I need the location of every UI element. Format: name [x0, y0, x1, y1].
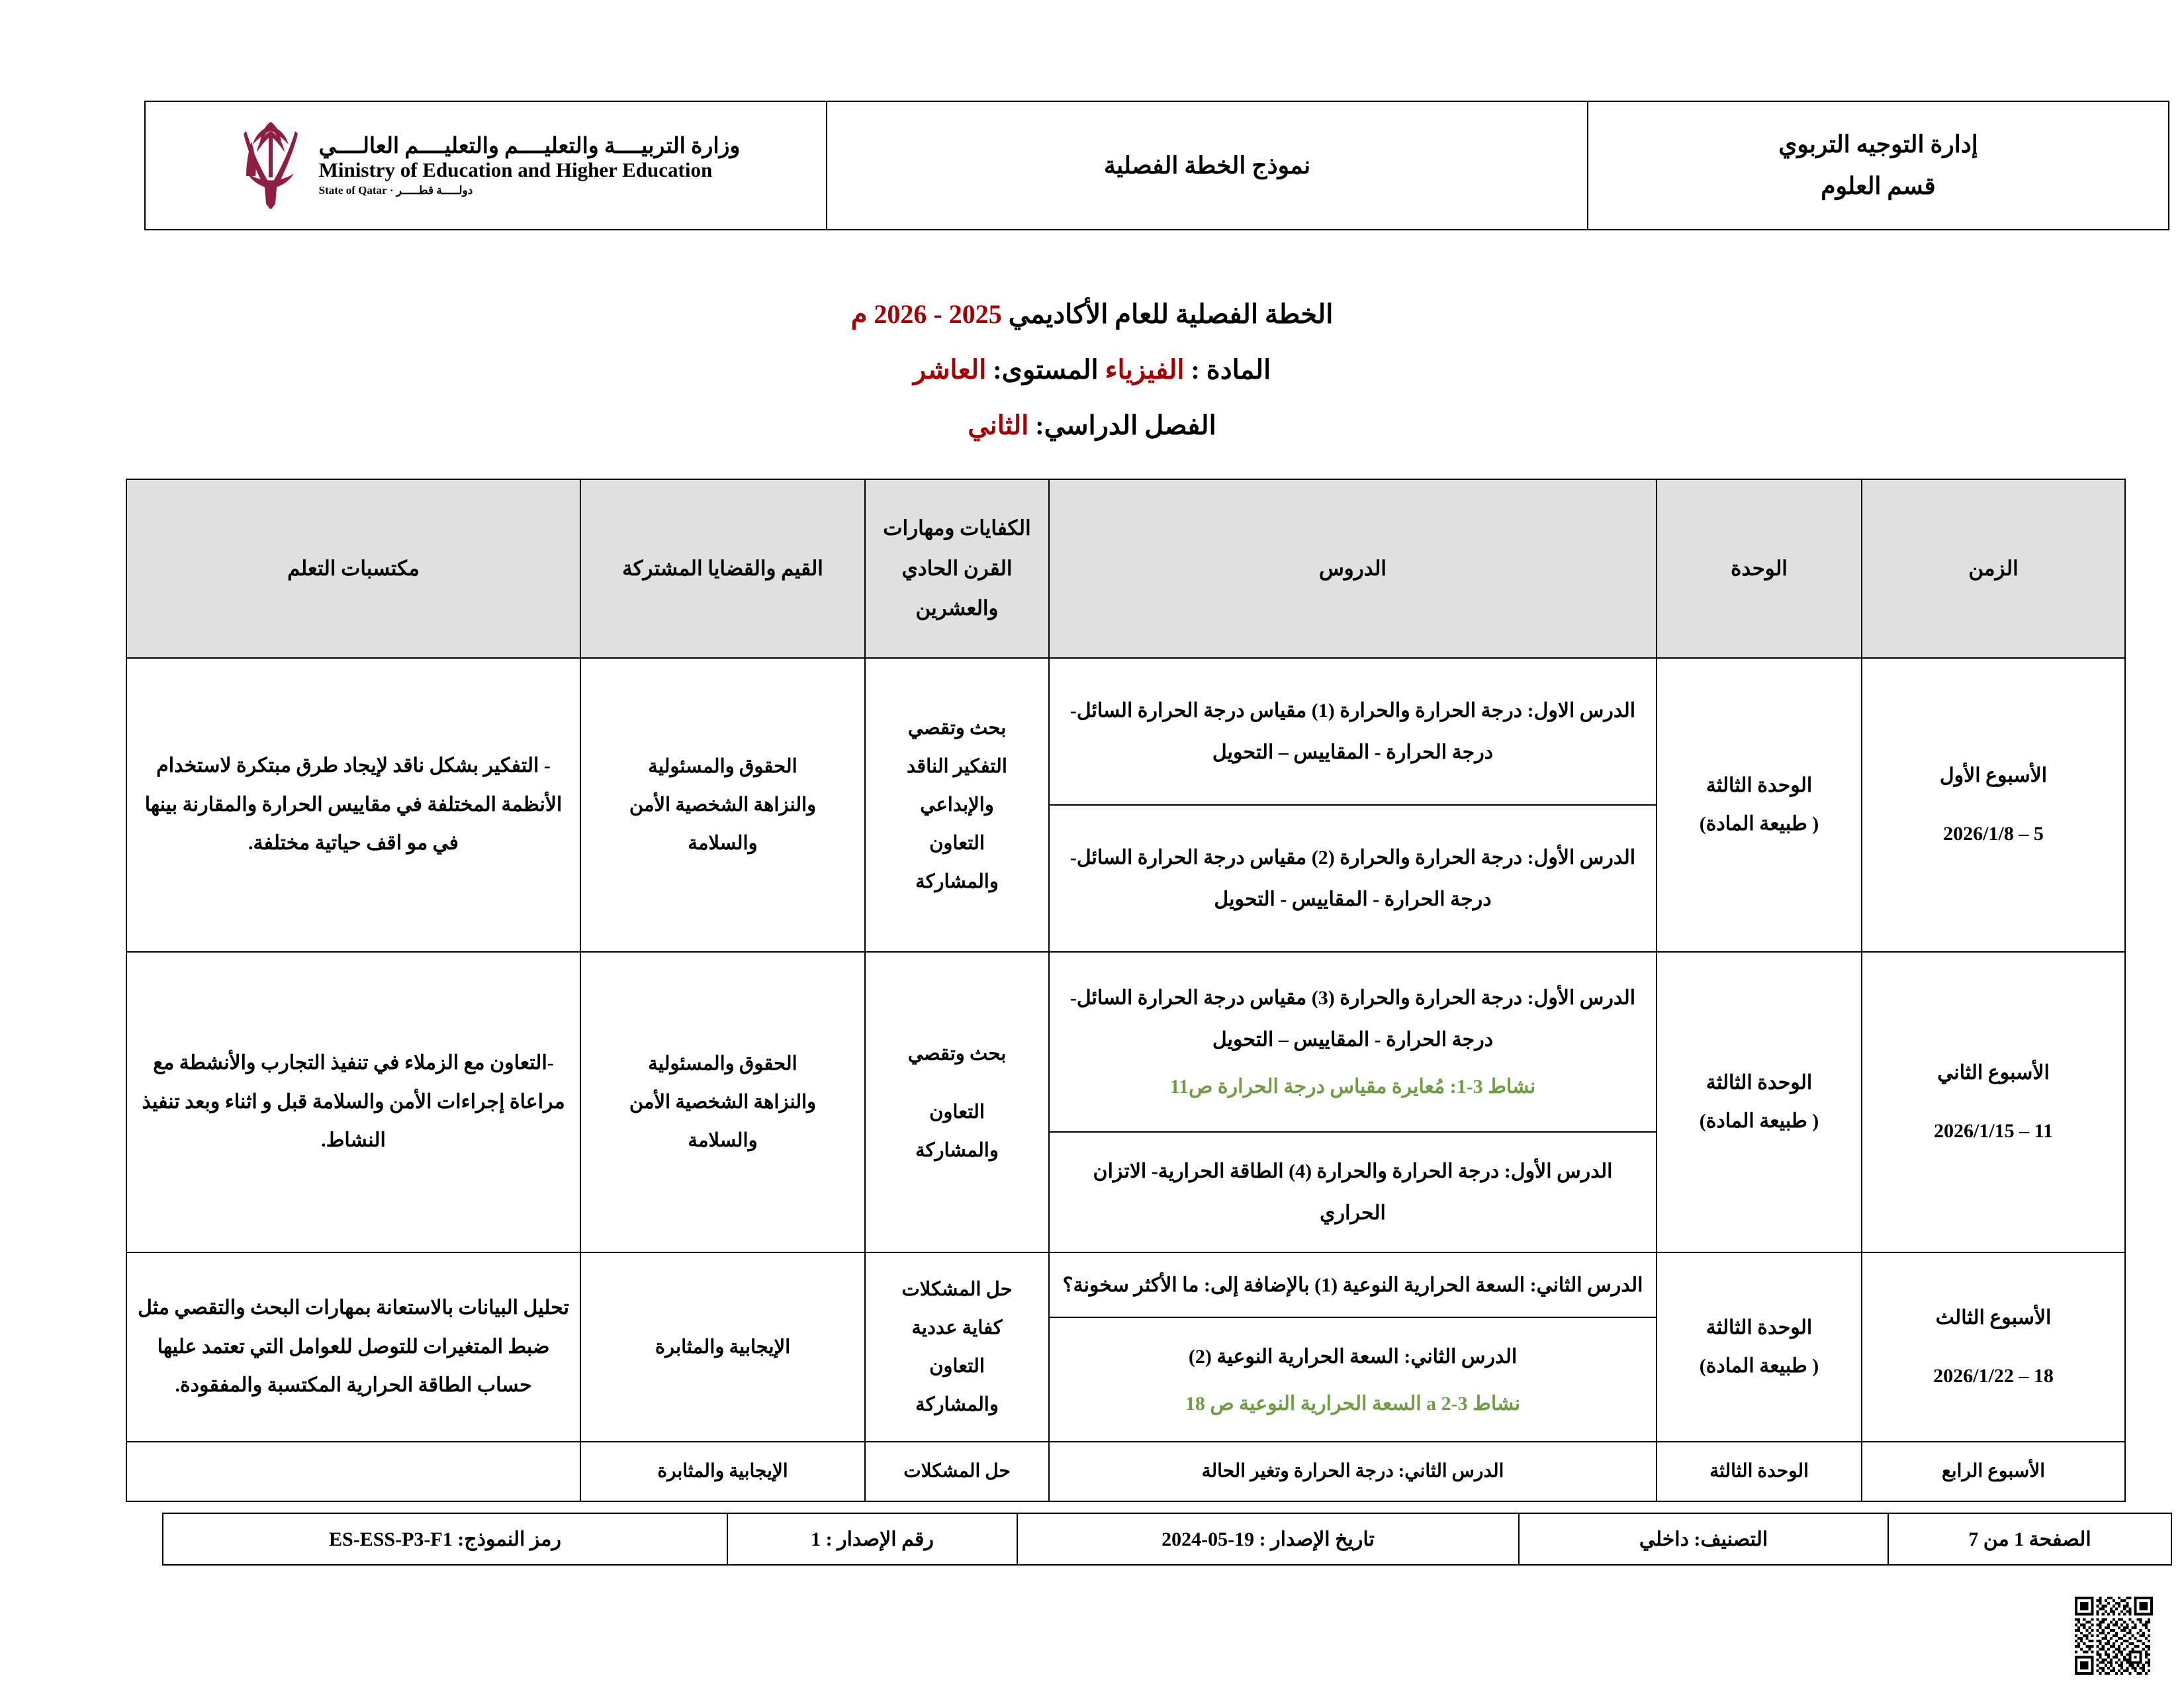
value-week1-line1: الحقوق والمسئولية — [648, 756, 797, 777]
classification-cell: التصنيف: داخلي — [1519, 1513, 1888, 1565]
subject-label: المادة : — [1184, 355, 1271, 385]
column-header-unit: الوحدة — [1657, 479, 1862, 658]
cell-time-week2 — [1862, 952, 2125, 1252]
cell-lessons-week1-b — [1049, 805, 1657, 952]
lesson-week3-b-line1: الدرس الثاني: السعة الحرارية النوعية (2) — [1188, 1345, 1518, 1368]
time-week1-line1: الأسبوع الأول — [1939, 764, 2048, 786]
competency-week3-line1: حل المشكلات — [901, 1279, 1013, 1300]
unit-week3-line1: الوحدة الثالثة — [1706, 1316, 1813, 1338]
state-of-qatar-label: دولـــــة قطـــــر · State of Qatar — [318, 183, 473, 197]
cell-unit-week2 — [1657, 952, 1862, 1252]
value-week2-line1: الحقوق والمسئولية — [648, 1053, 797, 1074]
lesson-week2-b-line2: الطاقة الحرارية- الاتزان الحراري — [1093, 1160, 1386, 1225]
competency-week1-line2: التفكير الناقد — [907, 756, 1007, 777]
lesson-week2-b-line1: الدرس الأول: درجة الحرارة والحرارة (4) — [1289, 1160, 1613, 1183]
unit-week3-line2: ( طبيعة المادة) — [1699, 1355, 1819, 1377]
value-week2-line3: والسلامة — [688, 1130, 758, 1151]
table-row — [126, 1442, 2125, 1501]
qatar-emblem-icon — [232, 117, 310, 214]
academic-year-title — [0, 301, 2184, 328]
document-titles — [0, 301, 2184, 468]
issue-number-cell: رقم الإصدار : 1 — [727, 1513, 1017, 1565]
cell-outcomes-week2 — [126, 952, 580, 1252]
cell-competencies-week2 — [865, 952, 1049, 1252]
cell-time-week4 — [1862, 1442, 2125, 1501]
cell-unit-week1 — [1657, 658, 1862, 952]
column-header-competencies — [865, 479, 1049, 658]
column-header-outcomes: مكتسبات التعلم — [126, 479, 580, 658]
competency-week1-line3: والإبداعي — [920, 794, 994, 816]
cell-lessons-week1-a — [1049, 658, 1657, 805]
time-week4: الأسبوع الرابع — [1941, 1461, 2046, 1482]
competency-header-line-3: الحادي — [901, 556, 959, 580]
unit-week1-line1: الوحدة الثالثة — [1706, 774, 1813, 796]
time-week2-line1: الأسبوع الثاني — [1937, 1061, 2050, 1084]
unit-week2-line1: الوحدة الثالثة — [1706, 1071, 1813, 1094]
header-row — [145, 101, 2169, 230]
term-label: الفصل الدراسي: — [1028, 410, 1216, 440]
unit-week2-line2: ( طبيعة المادة) — [1699, 1110, 1819, 1132]
column-header-lessons: الدروس — [1049, 479, 1657, 658]
value-week4: الإيجابية والمثابرة — [657, 1461, 788, 1482]
lesson-week1-a-line1: الدرس الاول: درجة الحرارة والحرارة (1) — [1311, 700, 1636, 722]
cell-lessons-week3-a — [1049, 1252, 1657, 1317]
time-week3-line2: 18 – 2026/1/22 — [1933, 1365, 2054, 1387]
cell-lessons-week2-b — [1049, 1132, 1657, 1252]
cell-competencies-week4 — [865, 1442, 1049, 1501]
subject-value: الفيزياء — [1105, 355, 1185, 385]
level-value: العاشر — [913, 355, 987, 385]
competency-week1-line1: بحث وتقصي — [907, 718, 1007, 739]
column-header-values: القيم والقضايا المشتركة — [580, 479, 865, 658]
footer-row — [163, 1513, 2171, 1565]
competency-week2-line2: التعاون — [929, 1102, 985, 1123]
activity-week3-b: نشاط 3-2 a السعة الحرارية النوعية ص 18 — [1185, 1392, 1521, 1415]
time-week3-line1: الأسبوع الثالث — [1935, 1306, 2052, 1329]
ministry-name-arabic: وزارة التربيــــة والتعليــــم والتعليــــم العالــــي — [318, 134, 741, 159]
cell-outcomes-week3 — [126, 1252, 580, 1442]
value-week3-line1: الإيجابية والمثابرة — [655, 1336, 791, 1358]
ministry-logo-cell — [145, 101, 827, 230]
column-header-time: الزمن — [1862, 479, 2125, 658]
time-week1-line2: 5 – 2026/1/8 — [1943, 823, 2044, 845]
ministry-name-english: Ministry of Education and Higher Education — [318, 158, 713, 182]
cell-values-week3 — [580, 1252, 865, 1442]
semester-plan-table — [126, 479, 2126, 1502]
competency-header-line-4: والعشرين — [915, 596, 999, 620]
competency-week1-line5: والمشاركة — [915, 871, 999, 892]
competency-week2-line1: بحث وتقصي — [907, 1043, 1007, 1064]
lesson-week2-a-line1: الدرس الأول: درجة الحرارة والحرارة (3) — [1311, 987, 1636, 1009]
value-week1-line2: والنزاهة الشخصية الأمن — [629, 794, 817, 816]
table-row — [126, 952, 2125, 1132]
competency-header-line-2: ومهارات القرن — [883, 516, 1013, 580]
cell-unit-week3 — [1657, 1252, 1862, 1442]
qr-code-icon — [2075, 1597, 2153, 1675]
unit-week4: الوحدة الثالثة — [1709, 1461, 1809, 1482]
cell-unit-week4 — [1657, 1442, 1862, 1501]
academic-year-value: 2025 - 2026 م — [850, 299, 1002, 329]
competency-week3-line3: التعاون — [929, 1356, 985, 1377]
cell-time-week1 — [1862, 658, 2125, 952]
cell-values-week4 — [580, 1442, 865, 1501]
competency-week4: حل المشكلات — [903, 1461, 1011, 1482]
outcomes-week1: - التفكير بشكل ناقد لإيجاد طرق مبتكرة لاستخدام الأنظمة المختلفة في مقاييس الحرارة والمقارنة بينها في مو اقف حياتية مختلفة. — [144, 755, 563, 855]
form-title: نموذج الخطة الفصلية — [1103, 152, 1311, 179]
lesson-week1-a-line2: مقياس درجة الحرارة السائل- درجة الحرارة - المقاييس – التحويل — [1069, 700, 1494, 763]
lesson-week2-a-line2: مقياس درجة الحرارة السائل- درجة الحرارة - المقاييس – التحويل — [1069, 987, 1494, 1051]
competency-header-line-1: الكفايات — [960, 516, 1031, 540]
lesson-week3-a-line2: بالإضافة إلى: ما الأكثر سخونة؟ — [1062, 1274, 1310, 1296]
lesson-week4: الدرس الثاني: درجة الحرارة وتغير الحالة — [1201, 1461, 1504, 1482]
competency-week1-line4: التعاون — [929, 833, 985, 854]
form-title-cell — [827, 101, 1588, 230]
cell-competencies-week3 — [865, 1252, 1049, 1442]
document-footer-table — [162, 1513, 2172, 1566]
competency-week3-line2: كفاية عددية — [911, 1317, 1003, 1338]
cell-values-week2 — [580, 952, 865, 1252]
ministry-logo — [152, 117, 819, 214]
department-line-2: قسم العلوم — [1821, 173, 1936, 199]
competency-week3-line4: والمشاركة — [915, 1394, 999, 1415]
document-header-table — [144, 101, 2169, 230]
outcomes-week3: تحليل البيانات بالاستعانة بمهارات البحث والتقصي مثل ضبط المتغيرات للتوصل للعوامل التي تعتمد عليها حساب الطاقة الحرارية المكتسبة والمفقودة. — [138, 1297, 569, 1397]
activity-week2-a: نشاط 3-1: مُعايرة مقياس درجة الحرارة ص11 — [1169, 1076, 1536, 1098]
table-header-row — [126, 479, 2125, 658]
department-cell — [1588, 101, 2169, 230]
table-row — [126, 658, 2125, 805]
page-number-cell: الصفحة 1 من 7 — [1888, 1513, 2171, 1565]
cell-outcomes-week1 — [126, 658, 580, 952]
academic-year-prefix: الخطة الفصلية للعام الأكاديمي — [1001, 299, 1334, 329]
form-code-cell: رمز النموذج: ES-ESS-P3-F1 — [163, 1513, 727, 1565]
cell-lessons-week4 — [1049, 1442, 1657, 1501]
cell-competencies-week1 — [865, 658, 1049, 952]
level-label: المستوى: — [986, 355, 1105, 385]
subject-level-title — [0, 357, 2184, 383]
lesson-week1-b-line1: الدرس الأول: درجة الحرارة والحرارة (2) — [1311, 847, 1636, 868]
outcomes-week2: -التعاون مع الزملاء في تنفيذ التجارب والأنشطة مع مراعاة إجراءات الأمن والسلامة قبل و اثناء وبعد تنفيذ النشاط. — [142, 1052, 565, 1152]
cell-time-week3 — [1862, 1252, 2125, 1442]
cell-lessons-week3-b — [1049, 1317, 1657, 1442]
cell-outcomes-week4 — [126, 1442, 580, 1501]
ministry-logo-text — [319, 134, 741, 197]
department-line-1: إدارة التوجيه التربوي — [1778, 131, 1978, 158]
lesson-week1-b-line2: مقياس درجة الحرارة السائل- درجة الحرارة - المقاييس - التحويل — [1069, 847, 1492, 910]
competency-week2-line3: والمشاركة — [915, 1140, 999, 1161]
term-value: الثاني — [968, 410, 1029, 440]
time-week2-line2: 11 – 2026/1/15 — [1933, 1120, 2054, 1142]
unit-week1-line2: ( طبيعة المادة) — [1699, 813, 1819, 835]
table-row — [126, 1252, 2125, 1317]
issue-date-cell: تاريخ الإصدار : 19-05-2024 — [1017, 1513, 1519, 1565]
term-title — [0, 412, 2184, 439]
value-week2-line2: والنزاهة الشخصية الأمن — [629, 1092, 817, 1113]
lesson-week3-a-line1: الدرس الثاني: السعة الحرارية النوعية (1) — [1314, 1274, 1643, 1296]
cell-values-week1 — [580, 658, 865, 952]
value-week1-line3: والسلامة — [688, 833, 758, 854]
cell-lessons-week2-a — [1049, 952, 1657, 1132]
